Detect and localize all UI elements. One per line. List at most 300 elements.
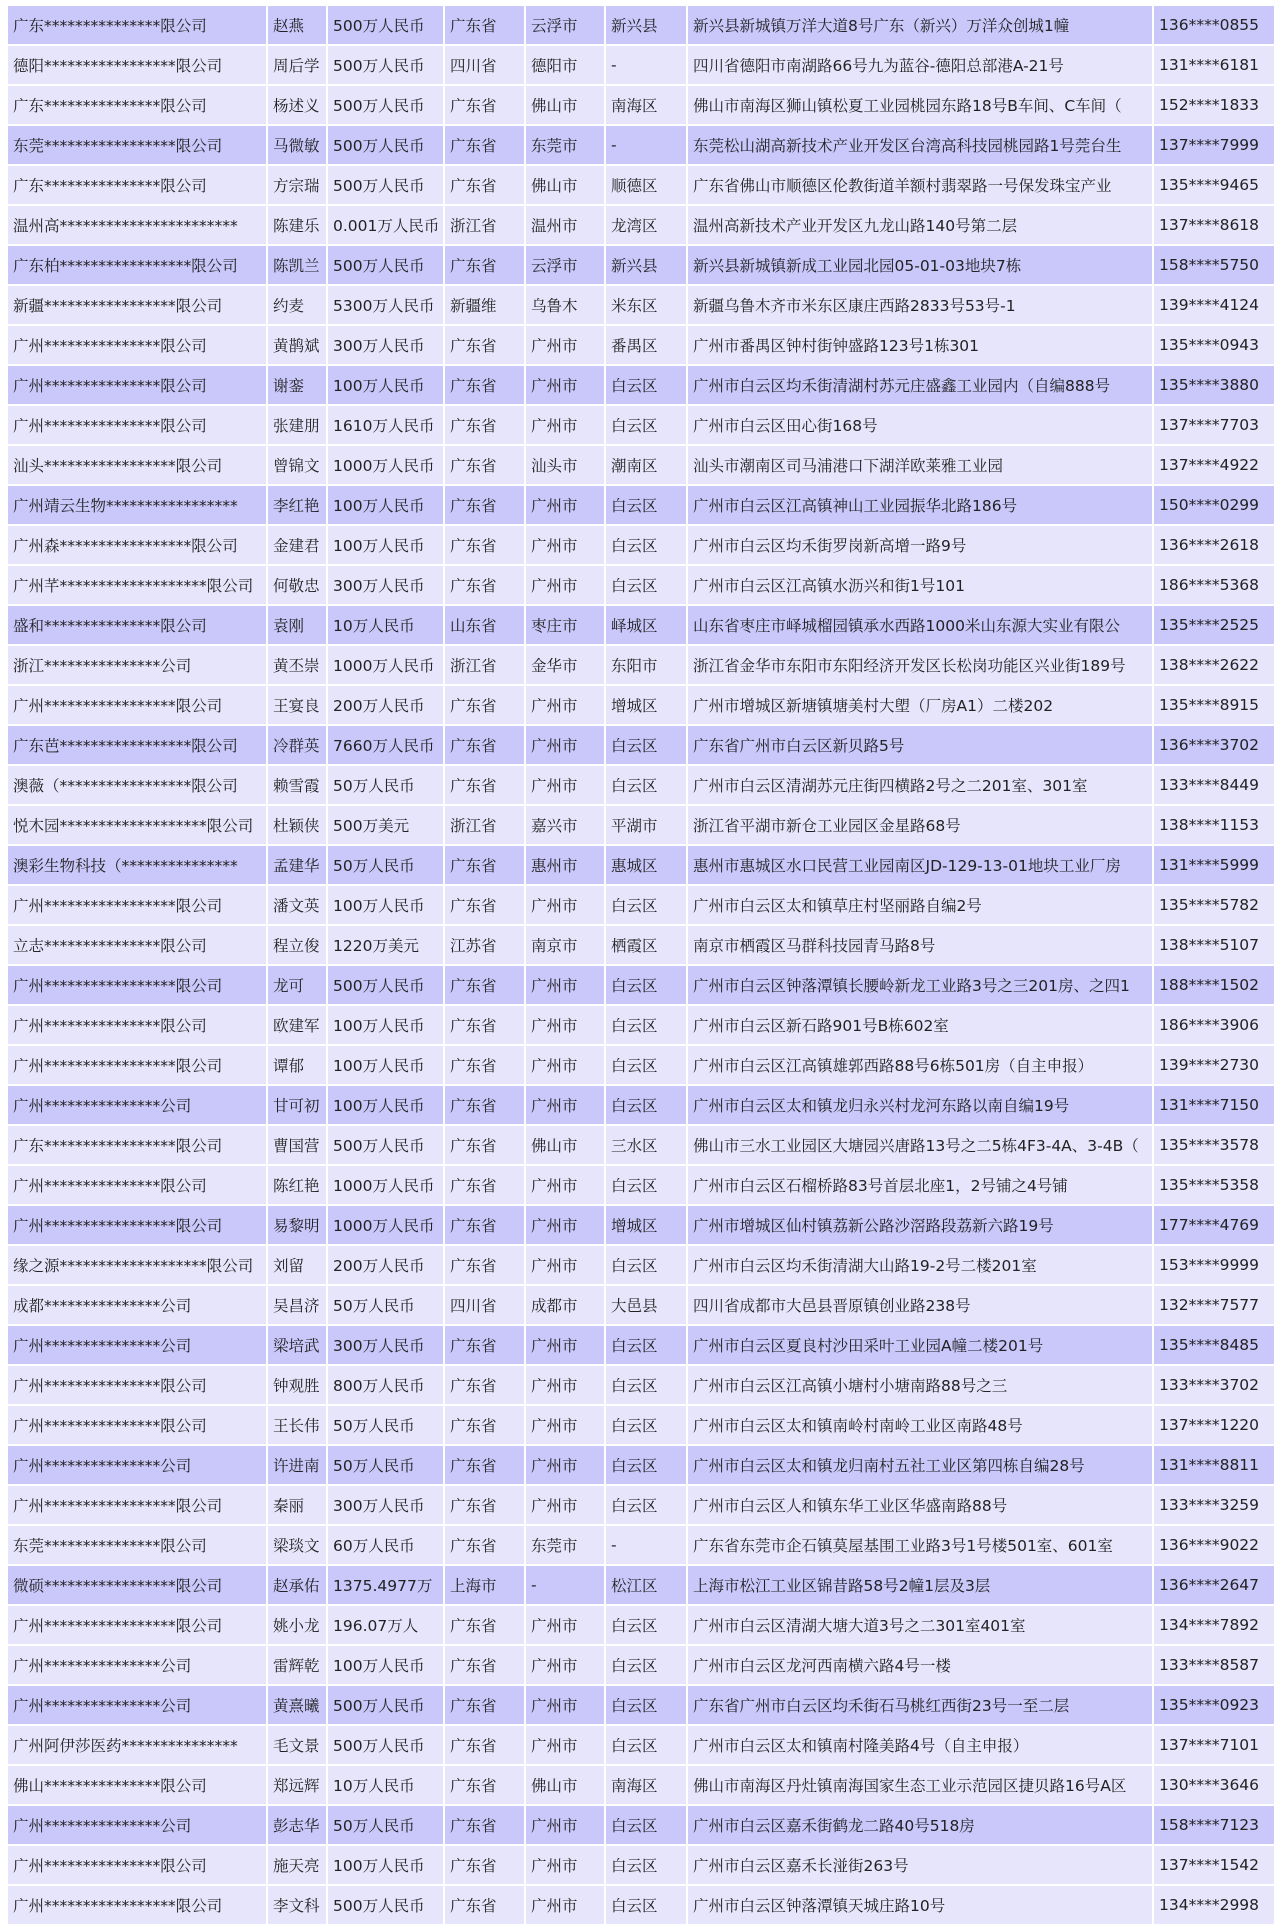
- phone-cell: 177****4769: [1153, 1205, 1275, 1245]
- phone-cell: 132****7577: [1153, 1285, 1275, 1325]
- registered-capital-cell: 1375.4977万: [327, 1565, 444, 1605]
- district-cell: 新兴县: [605, 245, 687, 285]
- company-name-cell: 广州*****************限公司: [7, 685, 267, 725]
- table-row: [7, 685, 1275, 725]
- phone-cell: 137****4922: [1153, 445, 1275, 485]
- address-cell: 广州市白云区清湖大塘大道3号之二301室401室: [687, 1605, 1153, 1645]
- registered-capital-cell: 500万人民币: [327, 1685, 444, 1725]
- phone-cell: 137****7999: [1153, 125, 1275, 165]
- province-cell: 浙江省: [444, 805, 525, 845]
- registered-capital-cell: 100万人民币: [327, 1085, 444, 1125]
- registered-capital-cell: 1610万人民币: [327, 405, 444, 445]
- company-name-cell: 广州*****************限公司: [7, 1885, 267, 1925]
- registered-capital-cell: 500万美元: [327, 805, 444, 845]
- company-name-cell: 广州芊*******************限公司: [7, 565, 267, 605]
- legal-rep-cell: 吴昌济: [267, 1285, 327, 1325]
- phone-cell: 135****0923: [1153, 1685, 1275, 1725]
- district-cell: 潮南区: [605, 445, 687, 485]
- phone-cell: 186****3906: [1153, 1005, 1275, 1045]
- registered-capital-cell: 100万人民币: [327, 365, 444, 405]
- phone-cell: 135****8915: [1153, 685, 1275, 725]
- district-cell: -: [605, 45, 687, 85]
- registered-capital-cell: 100万人民币: [327, 1045, 444, 1085]
- city-cell: 佛山市: [525, 165, 605, 205]
- phone-cell: 138****5107: [1153, 925, 1275, 965]
- legal-rep-cell: 彭志华: [267, 1805, 327, 1845]
- phone-cell: 137****1542: [1153, 1845, 1275, 1885]
- city-cell: 广州市: [525, 1045, 605, 1085]
- phone-cell: 134****7892: [1153, 1605, 1275, 1645]
- province-cell: 上海市: [444, 1565, 525, 1605]
- legal-rep-cell: 李文科: [267, 1885, 327, 1925]
- table-row: [7, 1365, 1275, 1405]
- legal-rep-cell: 黄鹊斌: [267, 325, 327, 365]
- table-row: [7, 485, 1275, 525]
- city-cell: 广州市: [525, 525, 605, 565]
- district-cell: -: [605, 125, 687, 165]
- table-row: [7, 5, 1275, 45]
- district-cell: 白云区: [605, 485, 687, 525]
- company-name-cell: 悦木园*******************限公司: [7, 805, 267, 845]
- phone-cell: 131****6181: [1153, 45, 1275, 85]
- legal-rep-cell: 冷群英: [267, 725, 327, 765]
- table-row: [7, 765, 1275, 805]
- city-cell: 佛山市: [525, 85, 605, 125]
- company-name-cell: 广州***************公司: [7, 1645, 267, 1685]
- city-cell: 广州市: [525, 1405, 605, 1445]
- address-cell: 广州市白云区均禾街清湖村苏元庄盛鑫工业园内（自编888号: [687, 365, 1153, 405]
- company-name-cell: 广州*****************限公司: [7, 1045, 267, 1085]
- address-cell: 广州市白云区太和镇龙归南村五社工业区第四栋自编28号: [687, 1445, 1153, 1485]
- city-cell: 广州市: [525, 565, 605, 605]
- address-cell: 佛山市三水工业园区大塘园兴唐路13号之二5栋4F3-4A、3-4B（: [687, 1125, 1153, 1165]
- city-cell: 广州市: [525, 1005, 605, 1045]
- company-name-cell: 缘之源*******************限公司: [7, 1245, 267, 1285]
- company-name-cell: 浙江***************公司: [7, 645, 267, 685]
- address-cell: 新疆乌鲁木齐市米东区康庄西路2833号53号-1: [687, 285, 1153, 325]
- district-cell: 白云区: [605, 725, 687, 765]
- address-cell: 广州市白云区龙河西南横六路4号一楼: [687, 1645, 1153, 1685]
- province-cell: 广东省: [444, 1885, 525, 1925]
- company-name-cell: 澳薇（*****************限公司: [7, 765, 267, 805]
- city-cell: 广州市: [525, 685, 605, 725]
- district-cell: 白云区: [605, 1725, 687, 1765]
- phone-cell: 136****9022: [1153, 1525, 1275, 1565]
- address-cell: 惠州市惠城区水口民营工业园南区JD-129-13-01地块工业厂房: [687, 845, 1153, 885]
- address-cell: 广州市番禺区钟村街钟盛路123号1栋301: [687, 325, 1153, 365]
- province-cell: 四川省: [444, 1285, 525, 1325]
- phone-cell: 131****5999: [1153, 845, 1275, 885]
- company-name-cell: 广州阿伊莎医药***************: [7, 1725, 267, 1765]
- district-cell: 白云区: [605, 1605, 687, 1645]
- legal-rep-cell: 周后学: [267, 45, 327, 85]
- address-cell: 广州市白云区钟落潭镇长腰岭新龙工业路3号之三201房、之四1: [687, 965, 1153, 1005]
- company-name-cell: 广州森*****************限公司: [7, 525, 267, 565]
- district-cell: 白云区: [605, 1405, 687, 1445]
- registered-capital-cell: 1220万美元: [327, 925, 444, 965]
- legal-rep-cell: 孟建华: [267, 845, 327, 885]
- table-row: [7, 965, 1275, 1005]
- company-name-cell: 盛和***************限公司: [7, 605, 267, 645]
- city-cell: 惠州市: [525, 845, 605, 885]
- city-cell: -: [525, 1565, 605, 1605]
- province-cell: 广东省: [444, 965, 525, 1005]
- table-row: [7, 805, 1275, 845]
- city-cell: 广州市: [525, 725, 605, 765]
- registered-capital-cell: 100万人民币: [327, 1645, 444, 1685]
- province-cell: 广东省: [444, 1325, 525, 1365]
- district-cell: 白云区: [605, 565, 687, 605]
- province-cell: 广东省: [444, 1605, 525, 1645]
- phone-cell: 137****7703: [1153, 405, 1275, 445]
- address-cell: 广州市白云区清湖苏元庄街四横路2号之二201室、301室: [687, 765, 1153, 805]
- address-cell: 广州市增城区新塘镇塘美村大塱（厂房A1）二楼202: [687, 685, 1153, 725]
- registered-capital-cell: 500万人民币: [327, 125, 444, 165]
- registered-capital-cell: 500万人民币: [327, 1725, 444, 1765]
- province-cell: 广东省: [444, 1725, 525, 1765]
- table-row: [7, 845, 1275, 885]
- district-cell: 白云区: [605, 1365, 687, 1405]
- city-cell: 广州市: [525, 1885, 605, 1925]
- address-cell: 广州市白云区钟落潭镇天城庄路10号: [687, 1885, 1153, 1925]
- legal-rep-cell: 郑远辉: [267, 1765, 327, 1805]
- province-cell: 广东省: [444, 1525, 525, 1565]
- registered-capital-cell: 1000万人民币: [327, 1205, 444, 1245]
- legal-rep-cell: 曾锦文: [267, 445, 327, 485]
- phone-cell: 135****2525: [1153, 605, 1275, 645]
- province-cell: 江苏省: [444, 925, 525, 965]
- table-row: [7, 325, 1275, 365]
- table-row: [7, 1445, 1275, 1485]
- district-cell: 白云区: [605, 365, 687, 405]
- city-cell: 广州市: [525, 1365, 605, 1405]
- company-name-cell: 广东***************限公司: [7, 85, 267, 125]
- legal-rep-cell: 约麦: [267, 285, 327, 325]
- province-cell: 广东省: [444, 1125, 525, 1165]
- district-cell: 新兴县: [605, 5, 687, 45]
- registered-capital-cell: 500万人民币: [327, 1885, 444, 1925]
- province-cell: 广东省: [444, 1405, 525, 1445]
- city-cell: 佛山市: [525, 1125, 605, 1165]
- city-cell: 广州市: [525, 765, 605, 805]
- table-row: [7, 125, 1275, 165]
- company-name-cell: 广州***************限公司: [7, 365, 267, 405]
- phone-cell: 137****7101: [1153, 1725, 1275, 1765]
- table-row: [7, 1725, 1275, 1765]
- table-row: [7, 245, 1275, 285]
- province-cell: 广东省: [444, 1165, 525, 1205]
- province-cell: 广东省: [444, 1805, 525, 1845]
- legal-rep-cell: 曹国营: [267, 1125, 327, 1165]
- district-cell: 增城区: [605, 1205, 687, 1245]
- district-cell: 南海区: [605, 1765, 687, 1805]
- phone-cell: 135****5782: [1153, 885, 1275, 925]
- phone-cell: 153****9999: [1153, 1245, 1275, 1285]
- phone-cell: 138****2622: [1153, 645, 1275, 685]
- district-cell: 白云区: [605, 885, 687, 925]
- table-row: [7, 1845, 1275, 1885]
- registered-capital-cell: 500万人民币: [327, 165, 444, 205]
- table-row: [7, 365, 1275, 405]
- company-name-cell: 德阳*****************限公司: [7, 45, 267, 85]
- company-name-cell: 广州***************公司: [7, 1325, 267, 1365]
- company-name-cell: 广州靖云生物*****************: [7, 485, 267, 525]
- province-cell: 广东省: [444, 765, 525, 805]
- table-row: [7, 1045, 1275, 1085]
- company-name-cell: 广州***************限公司: [7, 1845, 267, 1885]
- address-cell: 广东省佛山市顺德区伦教街道羊额村翡翠路一号保发珠宝产业: [687, 165, 1153, 205]
- city-cell: 广州市: [525, 405, 605, 445]
- phone-cell: 136****3702: [1153, 725, 1275, 765]
- company-name-cell: 广州***************公司: [7, 1445, 267, 1485]
- city-cell: 汕头市: [525, 445, 605, 485]
- city-cell: 广州市: [525, 365, 605, 405]
- address-cell: 广东省广州市白云区均禾街石马桃红西街23号一至二层: [687, 1685, 1153, 1725]
- district-cell: 惠城区: [605, 845, 687, 885]
- province-cell: 广东省: [444, 1085, 525, 1125]
- province-cell: 广东省: [444, 1645, 525, 1685]
- company-name-cell: 温州高***********************: [7, 205, 267, 245]
- legal-rep-cell: 毛文景: [267, 1725, 327, 1765]
- registered-capital-cell: 800万人民币: [327, 1365, 444, 1405]
- address-cell: 浙江省金华市东阳市东阳经济开发区长松岗功能区兴业街189号: [687, 645, 1153, 685]
- registered-capital-cell: 60万人民币: [327, 1525, 444, 1565]
- address-cell: 广州市白云区江高镇神山工业园振华北路186号: [687, 485, 1153, 525]
- registered-capital-cell: 50万人民币: [327, 845, 444, 885]
- address-cell: 广州市增城区仙村镇荔新公路沙滘路段荔新六路19号: [687, 1205, 1153, 1245]
- company-name-cell: 广州***************限公司: [7, 1405, 267, 1445]
- district-cell: 米东区: [605, 285, 687, 325]
- registered-capital-cell: 300万人民币: [327, 1485, 444, 1525]
- address-cell: 广州市白云区太和镇南岭村南岭工业区南路48号: [687, 1405, 1153, 1445]
- phone-cell: 133****3702: [1153, 1365, 1275, 1405]
- legal-rep-cell: 赵燕: [267, 5, 327, 45]
- legal-rep-cell: 谢銮: [267, 365, 327, 405]
- registered-capital-cell: 10万人民币: [327, 605, 444, 645]
- legal-rep-cell: 李红艳: [267, 485, 327, 525]
- table-row: [7, 1525, 1275, 1565]
- province-cell: 广东省: [444, 845, 525, 885]
- city-cell: 云浮市: [525, 5, 605, 45]
- table-row: [7, 925, 1275, 965]
- legal-rep-cell: 甘可初: [267, 1085, 327, 1125]
- address-cell: 浙江省平湖市新仓工业园区金星路68号: [687, 805, 1153, 845]
- district-cell: 白云区: [605, 1325, 687, 1365]
- table-row: [7, 1125, 1275, 1165]
- city-cell: 广州市: [525, 1245, 605, 1285]
- phone-cell: 135****0943: [1153, 325, 1275, 365]
- city-cell: 广州市: [525, 885, 605, 925]
- legal-rep-cell: 赵承佑: [267, 1565, 327, 1605]
- company-name-cell: 成都***************公司: [7, 1285, 267, 1325]
- phone-cell: 188****1502: [1153, 965, 1275, 1005]
- address-cell: 四川省德阳市南湖路66号九为蓝谷-德阳总部港A-21号: [687, 45, 1153, 85]
- registered-capital-cell: 500万人民币: [327, 245, 444, 285]
- city-cell: 南京市: [525, 925, 605, 965]
- province-cell: 广东省: [444, 125, 525, 165]
- address-cell: 广州市白云区太和镇南村隆美路4号（自主申报）: [687, 1725, 1153, 1765]
- registered-capital-cell: 300万人民币: [327, 325, 444, 365]
- city-cell: 广州市: [525, 965, 605, 1005]
- registered-capital-cell: 1000万人民币: [327, 1165, 444, 1205]
- company-name-cell: 东莞***************限公司: [7, 1525, 267, 1565]
- district-cell: 松江区: [605, 1565, 687, 1605]
- registered-capital-cell: 50万人民币: [327, 1405, 444, 1445]
- city-cell: 广州市: [525, 325, 605, 365]
- city-cell: 东莞市: [525, 125, 605, 165]
- phone-cell: 133****3259: [1153, 1485, 1275, 1525]
- district-cell: 增城区: [605, 685, 687, 725]
- table-row: [7, 1325, 1275, 1365]
- province-cell: 广东省: [444, 565, 525, 605]
- company-name-cell: 佛山***************限公司: [7, 1765, 267, 1805]
- registered-capital-cell: 100万人民币: [327, 885, 444, 925]
- legal-rep-cell: 王长伟: [267, 1405, 327, 1445]
- address-cell: 东莞松山湖高新技术产业开发区台湾高科技园桃园路1号莞台生: [687, 125, 1153, 165]
- city-cell: 广州市: [525, 1805, 605, 1845]
- province-cell: 广东省: [444, 1205, 525, 1245]
- phone-cell: 135****3880: [1153, 365, 1275, 405]
- district-cell: 白云区: [605, 1685, 687, 1725]
- district-cell: 白云区: [605, 1485, 687, 1525]
- legal-rep-cell: 何敬忠: [267, 565, 327, 605]
- address-cell: 广州市白云区石榴桥路83号首层北座1，2号铺之4号铺: [687, 1165, 1153, 1205]
- province-cell: 广东省: [444, 1685, 525, 1725]
- city-cell: 广州市: [525, 1085, 605, 1125]
- company-name-cell: 广州***************限公司: [7, 405, 267, 445]
- city-cell: 温州市: [525, 205, 605, 245]
- registered-capital-cell: 500万人民币: [327, 965, 444, 1005]
- district-cell: 平湖市: [605, 805, 687, 845]
- registered-capital-cell: 0.001万人民币: [327, 205, 444, 245]
- city-cell: 广州市: [525, 1605, 605, 1645]
- legal-rep-cell: 欧建军: [267, 1005, 327, 1045]
- city-cell: 广州市: [525, 1205, 605, 1245]
- table-row: [7, 1485, 1275, 1525]
- table-row: [7, 1645, 1275, 1685]
- district-cell: 白云区: [605, 1445, 687, 1485]
- legal-rep-cell: 马微敏: [267, 125, 327, 165]
- registered-capital-cell: 1000万人民币: [327, 645, 444, 685]
- district-cell: 东阳市: [605, 645, 687, 685]
- address-cell: 新兴县新城镇新成工业园北园05-01-03地块7栋: [687, 245, 1153, 285]
- phone-cell: 131****8811: [1153, 1445, 1275, 1485]
- table-row: [7, 1565, 1275, 1605]
- company-name-cell: 广州***************公司: [7, 1805, 267, 1845]
- address-cell: 广州市白云区江高镇雄郭西路88号6栋501房（自主申报）: [687, 1045, 1153, 1085]
- company-name-cell: 广州***************限公司: [7, 1365, 267, 1405]
- district-cell: 白云区: [605, 1845, 687, 1885]
- registered-capital-cell: 200万人民币: [327, 1245, 444, 1285]
- registered-capital-cell: 50万人民币: [327, 1285, 444, 1325]
- company-name-cell: 广东***************限公司: [7, 165, 267, 205]
- company-name-cell: 广州***************限公司: [7, 1005, 267, 1045]
- company-name-cell: 广州*****************限公司: [7, 1605, 267, 1645]
- province-cell: 广东省: [444, 325, 525, 365]
- phone-cell: 158****5750: [1153, 245, 1275, 285]
- legal-rep-cell: 姚小龙: [267, 1605, 327, 1645]
- district-cell: 南海区: [605, 85, 687, 125]
- phone-cell: 186****5368: [1153, 565, 1275, 605]
- district-cell: 白云区: [605, 525, 687, 565]
- legal-rep-cell: 刘留: [267, 1245, 327, 1285]
- address-cell: 南京市栖霞区马群科技园青马路8号: [687, 925, 1153, 965]
- district-cell: 三水区: [605, 1125, 687, 1165]
- province-cell: 广东省: [444, 1005, 525, 1045]
- district-cell: -: [605, 1525, 687, 1565]
- company-name-cell: 微硕*****************限公司: [7, 1565, 267, 1605]
- legal-rep-cell: 谭郁: [267, 1045, 327, 1085]
- legal-rep-cell: 陈建乐: [267, 205, 327, 245]
- city-cell: 枣庄市: [525, 605, 605, 645]
- address-cell: 广州市白云区江高镇小塘村小塘南路88号之三: [687, 1365, 1153, 1405]
- city-cell: 广州市: [525, 1445, 605, 1485]
- table-row: [7, 445, 1275, 485]
- city-cell: 广州市: [525, 1645, 605, 1685]
- company-name-cell: 澳彩生物科技（***************: [7, 845, 267, 885]
- legal-rep-cell: 程立俊: [267, 925, 327, 965]
- district-cell: 白云区: [605, 965, 687, 1005]
- phone-cell: 134****2998: [1153, 1885, 1275, 1925]
- table-row: [7, 1765, 1275, 1805]
- registered-capital-cell: 7660万人民币: [327, 725, 444, 765]
- address-cell: 广州市白云区夏良村沙田采叶工业园A幢二楼201号: [687, 1325, 1153, 1365]
- legal-rep-cell: 钟观胜: [267, 1365, 327, 1405]
- table-row: [7, 725, 1275, 765]
- district-cell: 番禺区: [605, 325, 687, 365]
- address-cell: 广州市白云区均禾街清湖大山路19-2号二楼201室: [687, 1245, 1153, 1285]
- province-cell: 广东省: [444, 5, 525, 45]
- phone-cell: 139****4124: [1153, 285, 1275, 325]
- registered-capital-cell: 50万人民币: [327, 765, 444, 805]
- table-row: [7, 1805, 1275, 1845]
- company-name-cell: 广州*****************限公司: [7, 1485, 267, 1525]
- city-cell: 广州市: [525, 1485, 605, 1525]
- district-cell: 白云区: [605, 1805, 687, 1845]
- province-cell: 广东省: [444, 685, 525, 725]
- legal-rep-cell: 袁刚: [267, 605, 327, 645]
- registered-capital-cell: 50万人民币: [327, 1805, 444, 1845]
- city-cell: 佛山市: [525, 1765, 605, 1805]
- address-cell: 佛山市南海区丹灶镇南海国家生态工业示范园区捷贝路16号A区: [687, 1765, 1153, 1805]
- table-row: [7, 1205, 1275, 1245]
- company-name-cell: 汕头*****************限公司: [7, 445, 267, 485]
- province-cell: 广东省: [444, 1245, 525, 1285]
- table-row: [7, 1165, 1275, 1205]
- city-cell: 德阳市: [525, 45, 605, 85]
- table-body: [7, 5, 1275, 1925]
- address-cell: 上海市松江工业区锦昔路58号2幢1层及3层: [687, 1565, 1153, 1605]
- company-name-cell: 广州***************公司: [7, 1085, 267, 1125]
- company-table-container: [6, 4, 1274, 1926]
- city-cell: 广州市: [525, 485, 605, 525]
- registered-capital-cell: 50万人民币: [327, 1445, 444, 1485]
- city-cell: 广州市: [525, 1845, 605, 1885]
- company-name-cell: 立志***************限公司: [7, 925, 267, 965]
- phone-cell: 135****3578: [1153, 1125, 1275, 1165]
- registered-capital-cell: 196.07万人: [327, 1605, 444, 1645]
- table-row: [7, 1005, 1275, 1045]
- city-cell: 金华市: [525, 645, 605, 685]
- city-cell: 广州市: [525, 1325, 605, 1365]
- registered-capital-cell: 10万人民币: [327, 1765, 444, 1805]
- province-cell: 广东省: [444, 165, 525, 205]
- phone-cell: 135****5358: [1153, 1165, 1275, 1205]
- legal-rep-cell: 黄丕崇: [267, 645, 327, 685]
- district-cell: 白云区: [605, 765, 687, 805]
- city-cell: 嘉兴市: [525, 805, 605, 845]
- phone-cell: 158****7123: [1153, 1805, 1275, 1845]
